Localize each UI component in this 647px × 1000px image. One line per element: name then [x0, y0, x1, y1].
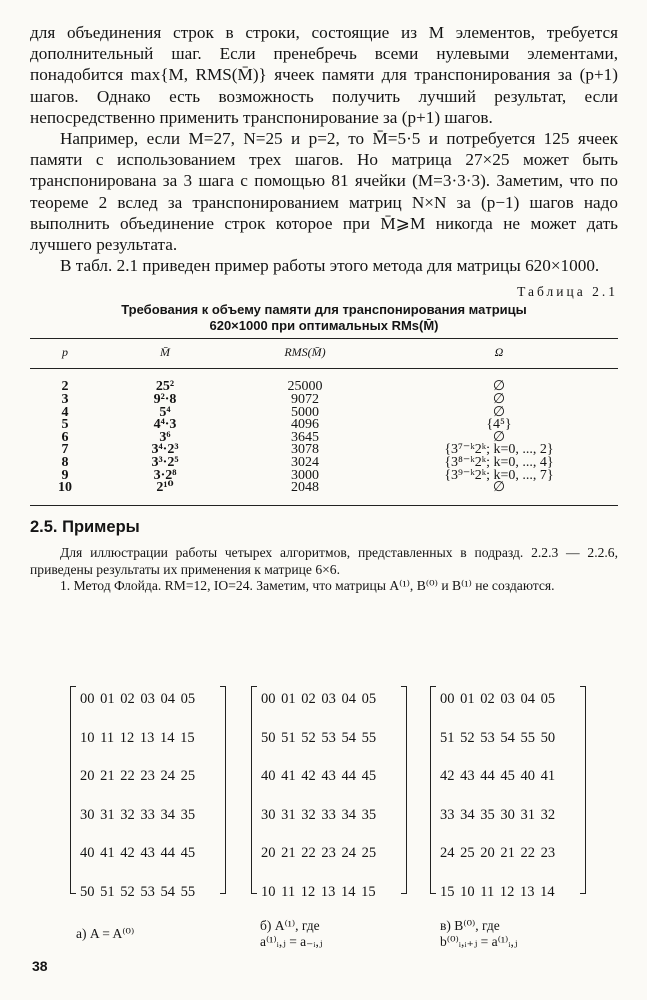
examples-paragraph-1: Для иллюстрации работы четырех алгоритмов, представленных в подразд. 2.2.3 — 2.2.6, приведены результаты их применения к матрице 6×6.: [30, 544, 618, 577]
matrix-row: 50 51 52 53 54 55: [261, 729, 377, 746]
matrix-row: 24 25 20 21 22 23: [440, 845, 556, 861]
cell-omega: {4⁵}: [486, 417, 512, 433]
matrix-row: 40 41 42 43 44 45: [261, 768, 377, 784]
cell-m: 9²·8: [153, 392, 177, 408]
cell-omega: ∅: [492, 392, 506, 408]
cell-p: 6: [61, 429, 69, 445]
cell-m: 25²: [155, 379, 175, 395]
matrix-row: 10 11 12 13 14 15: [80, 729, 195, 746]
examples-text: [30, 545, 618, 595]
cell-rm: 3078: [291, 442, 319, 458]
table-caption: Таблица 2.1: [517, 284, 618, 300]
matrix-row: 15 10 11 12 13 14: [440, 883, 555, 900]
caption-c-line-1: в) B⁽⁰⁾, где: [440, 918, 500, 933]
table-title-line-1: Требования к объему памяти для транспонирования матрицы: [121, 302, 527, 318]
paragraph-3: В табл. 2.1 приведен пример работы этого метода для матрицы 620×1000.: [60, 256, 600, 276]
matrix-b: [251, 686, 407, 900]
table-row: [30, 394, 618, 407]
cell-m: 3⁴·2³: [151, 442, 179, 458]
header-m: M̄: [100, 339, 230, 369]
bracket-right: [580, 686, 586, 894]
matrix-c: [430, 686, 586, 900]
cell-omega: {3⁷⁻ᵏ2ᵏ; k=0, ..., 2}: [444, 442, 554, 458]
table-body: [30, 369, 618, 505]
cell-omega: ∅: [492, 404, 506, 420]
page-number: 38: [32, 958, 48, 974]
cell-p: 8: [61, 455, 69, 470]
cell-rm: 4096: [291, 417, 319, 433]
caption-b-line-2: a⁽¹⁾ᵢ,ⱼ = a₋ᵢ,ⱼ: [260, 934, 323, 949]
matrices-figure: [70, 686, 590, 900]
cell-m: 4⁴·3: [153, 417, 177, 433]
cell-m: 3³·2⁵: [151, 455, 179, 470]
bracket-right: [401, 686, 407, 894]
cell-p: 2: [61, 379, 69, 395]
cell-m: 2¹⁰: [156, 480, 174, 496]
matrix-row: 10 11 12 13 14 15: [261, 883, 376, 900]
matrix-row: 00 01 02 03 04 05: [261, 691, 377, 707]
table-title: [30, 302, 618, 334]
matrix-row: 40 41 42 43 44 45: [80, 845, 196, 861]
cell-p: 4: [61, 404, 69, 420]
cell-rm: 3645: [291, 429, 319, 445]
cell-rm: 2048: [291, 480, 319, 496]
cell-m: 3⁶: [159, 429, 171, 445]
cell-p: 7: [61, 442, 69, 458]
matrix-b-rows: [261, 689, 403, 920]
bracket-left: [251, 686, 257, 894]
caption-a: а) A = A⁽⁰⁾: [76, 926, 135, 941]
matrix-row: 00 01 02 03 04 05: [440, 691, 556, 707]
header-omega: Ω: [380, 339, 618, 369]
cell-omega: {3⁸⁻ᵏ2ᵏ; k=0, ..., 4}: [444, 455, 554, 470]
cell-m: 5⁴: [159, 404, 171, 420]
matrix-a: [70, 686, 226, 900]
cell-rm: 9072: [291, 392, 319, 408]
matrix-row: 00 01 02 03 04 05: [80, 691, 196, 707]
caption-c-line-2: b⁽⁰⁾ᵢ,ᵢ₊ⱼ = a⁽¹⁾ᵢ,ⱼ: [440, 934, 518, 949]
cell-rm: 3024: [291, 455, 319, 470]
header-rm: RMS(M̄): [230, 339, 380, 369]
matrix-row: 30 31 32 33 34 35: [261, 806, 377, 823]
matrix-row: 42 43 44 45 40 41: [440, 768, 556, 784]
cell-p: 3: [61, 392, 69, 408]
matrix-row: 51 52 53 54 55 50: [440, 729, 556, 746]
paragraph-2: Например, если M=27, N=25 и p=2, то M̄=5·5 и потребуется 125 ячеек памяти с использованием трех шагов. Но матрица 27×25 может быть транспонирована за 3 шага с помощью 81 ячейки (M=3·3·3). Заметим, что по теореме 2 вслед за транспонированием матриц N×N за (p−1) шагов надо выполнить объединение строк которое при M̄⩾M никогда не может дать лучшего результата.: [30, 129, 618, 255]
table-title-line-2: 620×1000 при оптимальных RMs(M̄): [209, 318, 439, 334]
bracket-left: [430, 686, 436, 894]
cell-p: 10: [58, 480, 72, 496]
paragraph-1: для объединения строк в строки, состоящие из M элементов, требуется дополнительный шаг. Если пренебречь всеми нулевыми элементами, понадобится max{M, RMS(M̄)} ячеек памяти для транспонирования за (p+1) шагов. Однако есть возможность получить лучший результат, если непосредственно применить транспонирование за (p+1) шагов.: [30, 23, 618, 127]
cell-omega: ∅: [492, 379, 506, 395]
matrix-row: 20 21 22 23 24 25: [261, 845, 377, 861]
cell-m: 3·2⁸: [153, 467, 177, 483]
cell-rm: 3000: [291, 467, 319, 483]
matrix-row: 30 31 32 33 34 35: [80, 806, 196, 823]
matrix-row: 33 34 35 30 31 32: [440, 806, 556, 823]
header-p: p: [30, 339, 100, 369]
table-row: [30, 419, 618, 432]
matrix-row: 20 21 22 23 24 25: [80, 768, 196, 784]
page-content: [30, 22, 618, 595]
table-row: [30, 369, 618, 394]
section-title: 2.5. Примеры: [30, 517, 140, 536]
cell-omega: {3⁹⁻ᵏ2ᵏ; k=0, ..., 7}: [444, 467, 554, 483]
caption-b-line-1: б) A⁽¹⁾, где: [260, 918, 320, 933]
matrix-row: 50 51 52 53 54 55: [80, 883, 196, 900]
table-row: [30, 470, 618, 483]
bracket-left: [70, 686, 76, 894]
table-row: [30, 482, 618, 505]
cell-rm: 25000: [287, 379, 323, 395]
memory-table: [30, 338, 618, 505]
cell-p: 9: [61, 467, 69, 483]
bracket-right: [220, 686, 226, 894]
matrix-c-rows: [440, 689, 582, 920]
cell-omega: ∅: [492, 480, 506, 496]
table-row: [30, 407, 618, 420]
matrix-a-rows: [80, 689, 222, 920]
examples-paragraph-2: 1. Метод Флойда. RM=12, IO=24. Заметим, что матрицы A⁽¹⁾, B⁽⁰⁾ и B⁽¹⁾ не создаются.: [60, 578, 555, 594]
body-text: [30, 22, 618, 276]
cell-rm: 5000: [291, 404, 319, 420]
cell-omega: ∅: [492, 429, 506, 445]
cell-p: 5: [61, 417, 69, 433]
